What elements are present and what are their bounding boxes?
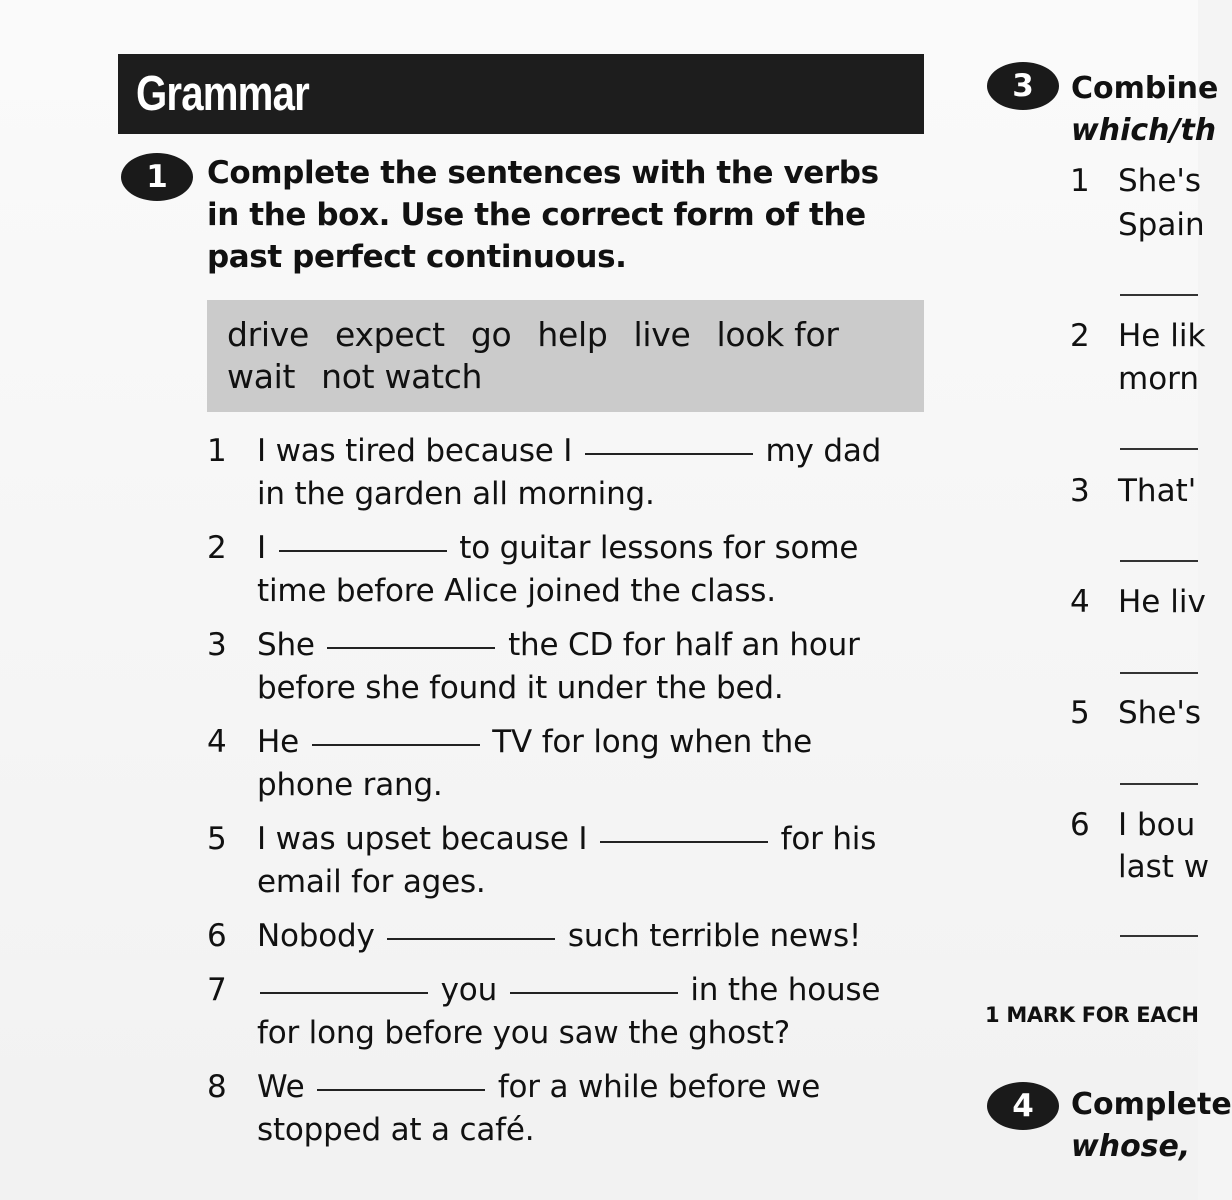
exercise-number: 3	[1012, 68, 1034, 104]
exercise-instructions	[1071, 1084, 1232, 1168]
item-text: He	[257, 724, 309, 760]
instruction-line: which/th	[1071, 113, 1217, 148]
word-box-row-2	[227, 356, 904, 398]
item-text: you	[431, 972, 507, 1008]
exercise-number-badge	[121, 153, 193, 201]
item-number: 6	[1070, 807, 1090, 843]
item-text: for a while before we stopped at a café.	[257, 1069, 821, 1148]
word-box-verb: wait	[227, 357, 296, 396]
answer-line[interactable]	[1120, 294, 1198, 296]
item-text: We	[257, 1069, 315, 1105]
item-number: 4	[207, 724, 227, 760]
exercise-item	[207, 1066, 917, 1152]
answer-blank[interactable]	[312, 743, 480, 746]
exercise-instructions	[1071, 68, 1219, 152]
answer-blank[interactable]	[387, 937, 555, 940]
item-text: I was tired because I	[257, 433, 582, 469]
item-text: for his email for ages.	[257, 821, 877, 900]
exercise-item	[1070, 581, 1206, 623]
item-text: such terrible news!	[558, 918, 862, 954]
exercise-items	[207, 430, 917, 1163]
item-number: 4	[1070, 584, 1090, 620]
answer-line[interactable]	[1120, 672, 1198, 674]
exercise-item-continuation	[1070, 358, 1198, 400]
item-number: 5	[1070, 695, 1090, 731]
item-number: 3	[1070, 473, 1090, 509]
item-number: 2	[1070, 318, 1090, 354]
word-box-verb: go	[470, 315, 512, 354]
item-number: 8	[207, 1069, 227, 1105]
item-text: She	[257, 627, 325, 663]
answer-blank[interactable]	[327, 646, 495, 649]
exercise-number-badge	[987, 62, 1059, 110]
exercise-item-continuation	[1070, 846, 1210, 888]
answer-blank[interactable]	[585, 452, 753, 455]
item-text: I was upset because I	[257, 821, 598, 857]
item-text: He lik	[1118, 318, 1206, 354]
item-number: 7	[207, 972, 227, 1008]
exercise-item	[1070, 160, 1202, 202]
answer-line[interactable]	[1120, 935, 1198, 937]
exercise-number: 4	[1012, 1088, 1034, 1124]
item-text: She's	[1118, 695, 1202, 731]
answer-blank[interactable]	[317, 1088, 485, 1091]
item-text: in the house for long before you saw the ghost?	[257, 972, 881, 1051]
exercise-item	[207, 430, 917, 516]
exercise-item	[1070, 804, 1198, 846]
answer-blank[interactable]	[510, 991, 678, 994]
answer-line[interactable]	[1120, 560, 1198, 562]
instruction-line: Combine	[1071, 71, 1219, 106]
word-box-verb: not watch	[321, 357, 483, 396]
item-text: I bou	[1118, 807, 1196, 843]
word-box-verb: help	[537, 315, 608, 354]
exercise-item	[207, 818, 917, 904]
exercise-number: 1	[146, 159, 168, 195]
instruction-line: whose,	[1071, 1129, 1191, 1164]
exercise-item-continuation	[1070, 204, 1205, 246]
item-number: 2	[207, 530, 227, 566]
item-number: 3	[207, 627, 227, 663]
exercise-item	[1070, 315, 1206, 357]
exercise-item	[207, 969, 917, 1055]
item-text: I	[257, 530, 276, 566]
word-box-verb: live	[633, 315, 691, 354]
exercise-item	[207, 624, 917, 710]
item-number: 1	[207, 433, 227, 469]
item-text: the CD for half an hour before she found it under the bed.	[257, 627, 860, 706]
word-box-verb: expect	[335, 315, 445, 354]
item-text: Spain	[1118, 207, 1205, 243]
section-title: Grammar	[136, 66, 309, 121]
exercise-item	[1070, 470, 1198, 512]
answer-blank[interactable]	[260, 991, 428, 994]
item-text: TV for long when the phone rang.	[257, 724, 812, 803]
answer-blank[interactable]	[600, 840, 768, 843]
exercise-item	[207, 915, 917, 958]
exercise-item	[1070, 692, 1202, 734]
exercise-number-badge	[987, 1082, 1059, 1130]
word-box-verb: drive	[227, 315, 310, 354]
answer-line[interactable]	[1120, 783, 1198, 785]
answer-line[interactable]	[1120, 448, 1198, 450]
item-text: to guitar lessons for some time before Alice joined the class.	[257, 530, 859, 609]
item-text: That'	[1118, 473, 1197, 509]
item-text: He liv	[1118, 584, 1206, 620]
item-text: She's	[1118, 163, 1202, 199]
mark-scheme-note: 1 MARK FOR EACH	[985, 1003, 1199, 1027]
exercise-item	[207, 527, 917, 613]
exercise-item	[207, 721, 917, 807]
instruction-line: Complete	[1071, 1087, 1232, 1122]
item-number: 5	[207, 821, 227, 857]
exercise-instructions: Complete the sentences with the verbs in the box. Use the correct form of the past perfect continuous.	[207, 155, 879, 275]
item-text: Nobody	[257, 918, 385, 954]
item-text: morn	[1118, 361, 1200, 397]
item-number: 1	[1070, 163, 1090, 199]
item-text: my dad in the garden all morning.	[257, 433, 882, 512]
section-header	[118, 54, 924, 134]
item-number: 6	[207, 918, 227, 954]
verb-word-box	[207, 300, 924, 412]
answer-blank[interactable]	[279, 549, 447, 552]
word-box-verb: look for	[716, 315, 839, 354]
word-box-row-1	[227, 314, 904, 356]
item-text: last w	[1118, 849, 1210, 885]
